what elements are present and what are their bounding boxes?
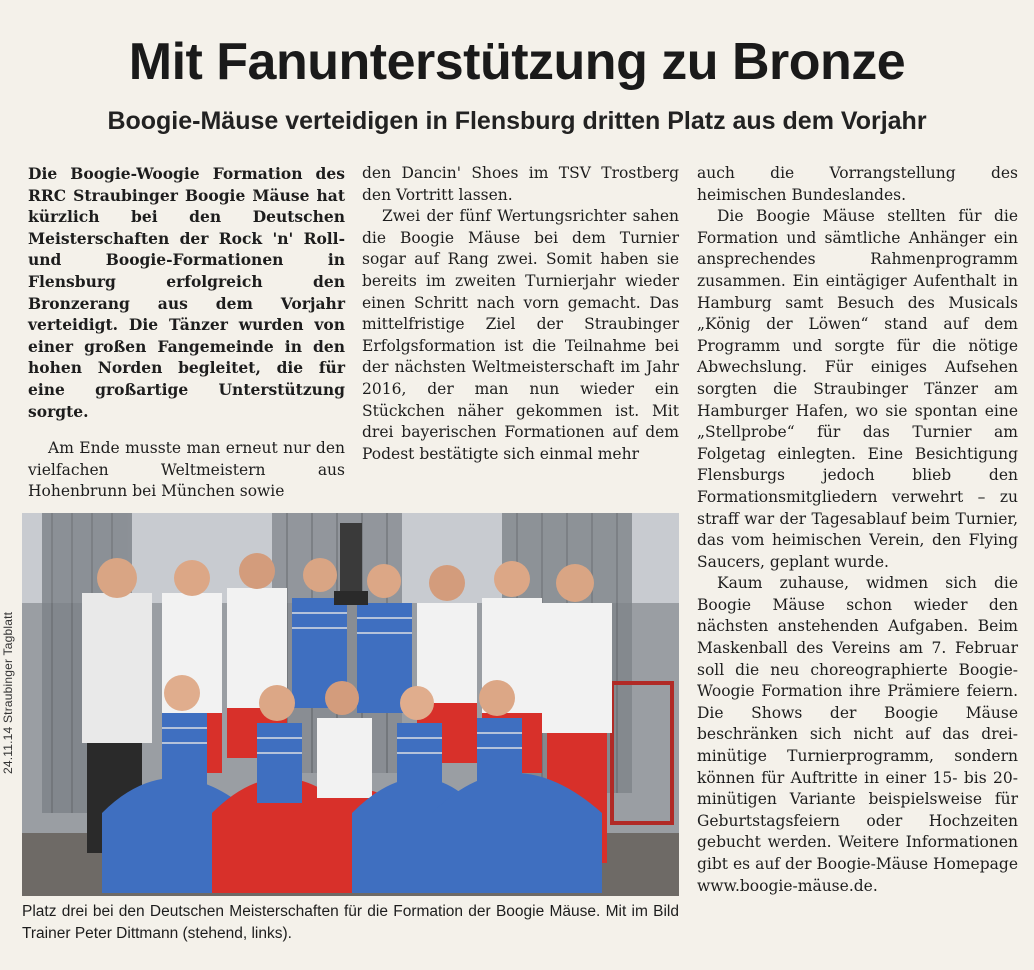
- body-paragraph: Zwei der fünf Wertungsrichter sahen die Boogie Mäuse bei dem Turnier sogar auf Rang zwei. Somit haben sie bereits im zweiten Turnierjahr wieder einen Schritt nach vorn gemacht. Das mittelfristige Ziel der Straubinger Erfolgsformation ist die Teilnahme bei der nächsten Weltmeisterschaft im Jahr 2016, der man nun wieder ein Stückchen näher gekommen ist. Mit drei bayerischen Formationen auf dem Podest bestätigte sich einmal mehr: [362, 207, 679, 463]
- source-line: 24.11.14 Straubinger Tagblatt: [1, 611, 15, 774]
- body-paragraph: Die Boogie Mäuse stellten für die Formation und sämtliche Anhänger ein ansprechendes Rahmenprogramm zusammen. Ein eintägiger Aufenthalt in Hamburg samt Besuch des Musicals „König der Löwen“ stand auf dem Programm und sorgte für die nötige Abwechslung. Für einiges Aufsehen sorgten die Straubinger Tänzer am Hamburger Hafen, wo sie spontan eine „Stellprobe“ für das Turnier am Folgetag einlegten. Eine Besichtigung Flensburgs jedoch blieb den Formationsmitgliedern verwehrt – zu straff war der Tagesablauf beim Turnier, das vom heimischen Verein, den Flying Saucers, geplant wurde.: [697, 207, 1018, 571]
- column-2: [362, 163, 679, 465]
- team-photo: [22, 513, 679, 896]
- body-paragraph: den Dancin' Shoes im TSV Trostberg den Vortritt lassen.: [362, 164, 679, 204]
- lead-paragraph: Die Boogie-Woogie Formation des RRC Straubinger Boogie Mäuse hat kürzlich bei den Deutschen Meisterschaften der Rock 'n' Roll- und Boogie-Formationen in Flensburg erfolgreich den Bronzerang aus dem Vorjahr verteidigt. Die Tänzer wurden von einer großen Fangemeinde in den hohen Norden begleitet, die für eine großartige Unterstützung sorgte.: [28, 164, 345, 421]
- photo-caption: Platz drei bei den Deutschen Meisterschaften für die Formation der Boogie Mäuse. Mit im Bild Trainer Peter Dittmann (stehend, links).: [22, 903, 679, 942]
- column-3: [697, 163, 1018, 897]
- column-1: [28, 163, 345, 503]
- body-paragraph: Am Ende musste man erneut nur den vielfachen Weltmeistern aus Hohenbrunn bei München sowie: [28, 439, 345, 501]
- body-paragraph: auch die Vorrangstellung des heimischen Bundeslandes.: [697, 164, 1018, 204]
- subheadline: Boogie-Mäuse verteidigen in Flensburg dritten Platz aus dem Vorjahr: [107, 107, 927, 135]
- headline: Mit Fanunterstützung zu Bronze: [128, 33, 906, 91]
- body-paragraph: Kaum zuhause, widmen sich die Boogie Mäuse schon wieder den nächsten anstehenden Aufgaben. Beim Maskenball des Vereins am 7. Februar soll die neu choreographierte Boogie-Woogie Formation ihre Prämiere feiern. Die Shows der Boogie Mäuse beschränken sich nicht auf das drei-minütige Turnierprogramm, sondern können für Auftritte in einer 15- bis 20-minütigen Variante beispielsweise für Geburtstagsfeiern oder Hochzeiten gebucht werden. Weitere Informationen gibt es auf der Boogie-Mäuse Homepage www.boogie-mäuse.de.: [697, 574, 1018, 895]
